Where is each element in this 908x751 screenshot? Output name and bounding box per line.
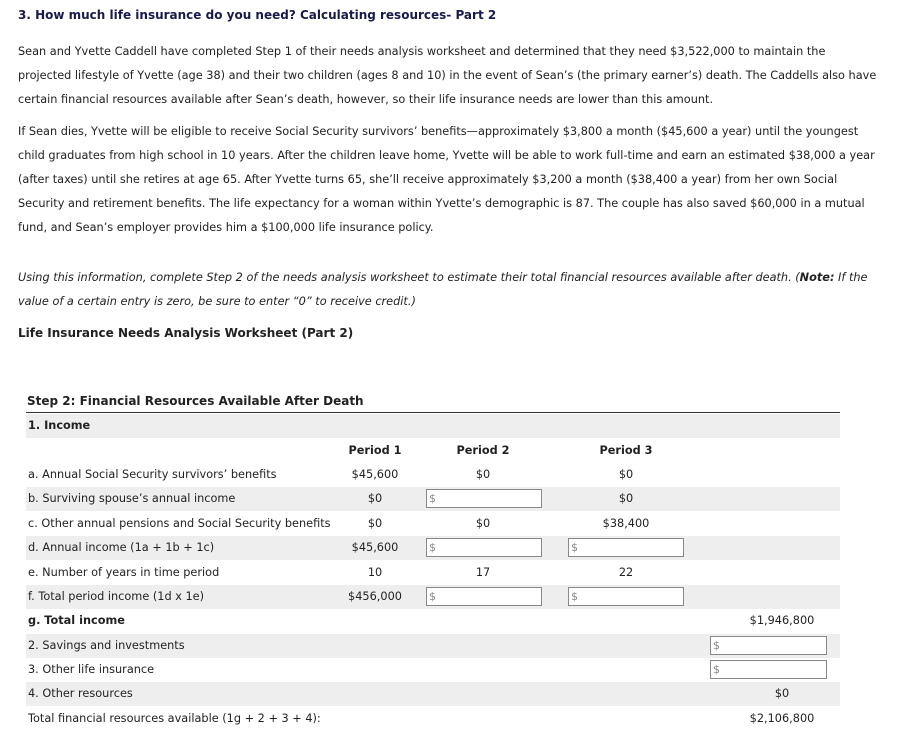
instruction-main: Using this information, complete Step 2 of the needs analysis worksheet to estimate their total financial resources available after death. ( [18, 271, 800, 284]
row-d [26, 536, 840, 560]
row-other-resources-total: $0 [774, 687, 790, 700]
row-e [26, 561, 840, 585]
row-b-p3: $0 [618, 492, 634, 505]
other-insurance-input[interactable] [710, 660, 827, 679]
row-d-p3-input[interactable] [568, 538, 684, 557]
row-g-total: $1,946,800 [749, 614, 815, 627]
row-savings [26, 634, 840, 658]
step-title: Step 2: Financial Resources Available After Death [27, 394, 364, 408]
instruction-text [18, 266, 878, 314]
dollar-sign: $ [429, 590, 436, 603]
period-3-header: Period 3 [599, 444, 653, 457]
row-b-label: b. Surviving spouse’s annual income [28, 492, 236, 505]
row-e-p3: 22 [618, 566, 634, 579]
period-2-header: Period 2 [456, 444, 510, 457]
row-other-resources [26, 682, 840, 706]
row-e-p1: 10 [367, 566, 383, 579]
row-e-p2: 17 [475, 566, 491, 579]
row-grand-total-label: Total financial resources available (1g + 2 + 3 + 4): [28, 712, 321, 725]
row-c-p1: $0 [367, 517, 383, 530]
savings-input[interactable] [710, 636, 827, 655]
dollar-sign: $ [713, 639, 720, 652]
row-c-p2: $0 [475, 517, 491, 530]
row-savings-label: 2. Savings and investments [28, 639, 185, 652]
row-a-p1: $45,600 [351, 468, 399, 481]
grand-total-value: $2,106,800 [749, 712, 815, 725]
paragraph-2: If Sean dies, Yvette will be eligible to receive Social Security survivors’ benefits—approximately $3,800 a month ($45,600 a year) until the youngest child graduates from high school in 10 years. After the children leave home, Yvette will be able to work full-time and earn an estimated $38,000 a year (after taxes) until she retires at age 65. After Yvette turns 65, she’ll receive approximately $3,200 a month ($38,400 a year) from her own Social Security and retirement benefits. The life expectancy for a woman within Yvette’s demographic is 87. The couple has also saved $60,000 in a mutual fund, and Sean’s employer provides him a $100,000 life insurance policy. [18, 125, 875, 234]
row-b-p2-input[interactable] [426, 489, 542, 508]
row-grand-total [26, 707, 840, 731]
row-other-insurance [26, 658, 840, 682]
row-c-label: c. Other annual pensions and Social Security benefits [28, 517, 331, 530]
row-g-label: g. Total income [28, 614, 125, 627]
row-b [26, 487, 840, 511]
row-c [26, 512, 840, 536]
instruction-note: If the value of a certain entry is zero, be sure to enter “0” to receive credit.) [18, 271, 868, 308]
dollar-sign: $ [429, 492, 436, 505]
question-title: 3. How much life insurance do you need? Calculating resources- Part 2 [18, 8, 497, 22]
section-income-row [26, 414, 840, 438]
row-f-label: f. Total period income (1d x 1e) [28, 590, 205, 603]
note-label: Note: [799, 271, 835, 284]
row-b-p1: $0 [367, 492, 383, 505]
row-a-label: a. Annual Social Security survivors’ benefits [28, 468, 277, 481]
dollar-sign: $ [571, 541, 578, 554]
dollar-sign: $ [571, 590, 578, 603]
row-g [26, 609, 840, 633]
dollar-sign: $ [429, 541, 436, 554]
row-f [26, 585, 840, 609]
row-a [26, 463, 840, 487]
header-row [26, 439, 840, 463]
row-a-p2: $0 [475, 468, 491, 481]
paragraph-1: Sean and Yvette Caddell have completed Step 1 of their needs analysis worksheet and determined that they need $3,522,000 to maintain the projected lifestyle of Yvette (age 38) and their two children (ages 8 and 10) in the event of Sean’s (the primary earner’s) death. The Caddells also have certain financial resources available after Sean’s death, however, so their life insurance needs are lower than this amount. [18, 45, 877, 106]
row-a-p3: $0 [618, 468, 634, 481]
row-e-label: e. Number of years in time period [28, 566, 220, 579]
worksheet-title: Life Insurance Needs Analysis Worksheet (Part 2) [18, 326, 354, 340]
row-d-label: d. Annual income (1a + 1b + 1c) [28, 541, 215, 554]
step-divider [26, 412, 840, 413]
row-other-insurance-label: 3. Other life insurance [28, 663, 155, 676]
row-f-p2-input[interactable] [426, 587, 542, 606]
row-d-p1: $45,600 [351, 541, 399, 554]
dollar-sign: $ [713, 663, 720, 676]
row-f-p1: $456,000 [348, 590, 402, 603]
row-other-resources-label: 4. Other resources [28, 687, 133, 700]
row-c-p3: $38,400 [602, 517, 650, 530]
period-1-header: Period 1 [348, 444, 402, 457]
row-f-p3-input[interactable] [568, 587, 684, 606]
section-income-label: 1. Income [28, 419, 91, 432]
row-d-p2-input[interactable] [426, 538, 542, 557]
